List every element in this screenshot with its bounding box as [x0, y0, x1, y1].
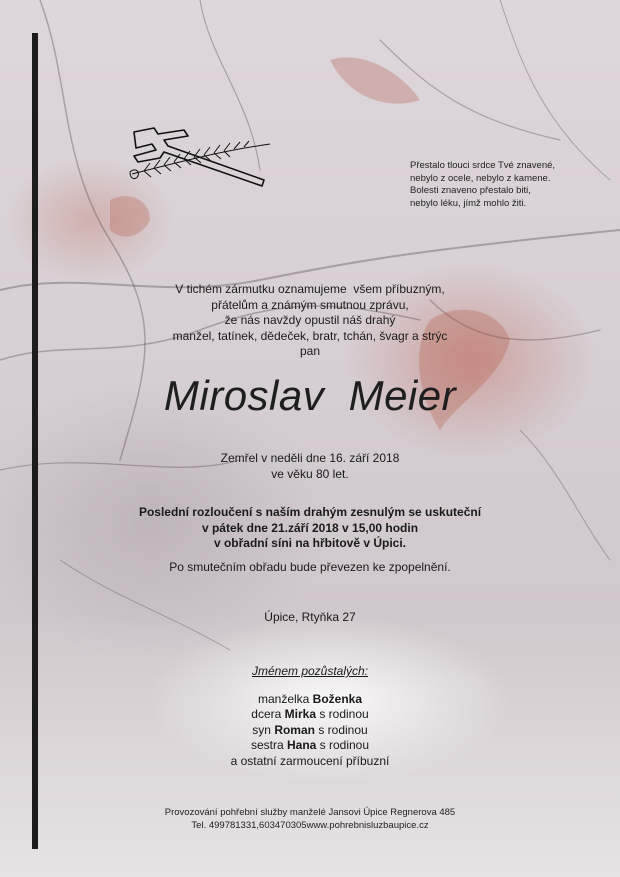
left-vertical-rule — [32, 33, 38, 849]
funeral-line: v obřadní síni na hřbitově v Úpici. — [213, 536, 407, 550]
memorial-quote — [410, 160, 600, 210]
intro-line: manžel, tatínek, dědeček, bratr, tchán, švagr a strýc — [172, 328, 448, 343]
cremation-note: Po smutečním obřadu bude převezen ke zpopelnění. — [169, 560, 451, 574]
behalf-label: Jménem pozůstalých: — [251, 664, 369, 678]
intro-line: V tichém zármutku oznamujeme všem příbuzným, — [175, 282, 445, 296]
family-member-name: Boženka — [312, 692, 363, 706]
family-member: a ostatní zarmoucení příbuzní — [230, 753, 390, 768]
footer-line: Tel. 499781331,603470305www.pohrebnisluzbaupice.cz — [191, 820, 429, 831]
death-info — [50, 451, 570, 482]
family-member: syn Roman s rodinou — [252, 722, 368, 737]
funeral-line: Poslední rozloučení s naším drahým zesnulým se uskuteční — [138, 505, 482, 519]
cross-with-palm-branch-icon — [124, 122, 274, 192]
address: Úpice, Rtyňka 27 — [264, 610, 356, 624]
intro-line: že nás navždy opustil náš drahý — [224, 313, 396, 327]
family-member-name: Roman — [274, 722, 315, 737]
family-member-name: Hana — [286, 738, 317, 753]
funeral-service-footer — [50, 806, 570, 832]
deceased-name: Miroslav Meier — [163, 372, 457, 419]
quote-line: Přestalo tlouci srdce Tvé znavené, — [410, 160, 556, 171]
footer-line: Provozování pohřební služby manželé Jansovi Úpice Regnerova 485 — [164, 807, 456, 818]
family-member: dcera Mirka s rodinou — [251, 707, 369, 722]
death-line: ve věku 80 let. — [271, 466, 349, 481]
family-list — [50, 692, 570, 769]
funeral-info — [50, 505, 570, 552]
death-line: Zemřel v neděli dne 16. září 2018 — [220, 451, 400, 465]
family-member: sestra Hana s rodinou — [250, 738, 370, 753]
announcement-intro — [50, 282, 570, 360]
funeral-line: v pátek dne 21.září 2018 v 15,00 hodin — [201, 520, 419, 535]
family-member: manželka Boženka — [257, 692, 363, 706]
intro-line: přátelům a známým smutnou zprávu, — [211, 297, 409, 312]
intro-line: pan — [299, 344, 321, 358]
quote-line: nebylo léku, jímž mohlo žiti. — [410, 197, 527, 209]
quote-line: nebylo z ocele, nebylo z kamene. — [410, 172, 551, 184]
family-member-name: Mirka — [284, 707, 316, 722]
quote-line: Bolesti znaveno přestalo biti, — [410, 185, 531, 197]
